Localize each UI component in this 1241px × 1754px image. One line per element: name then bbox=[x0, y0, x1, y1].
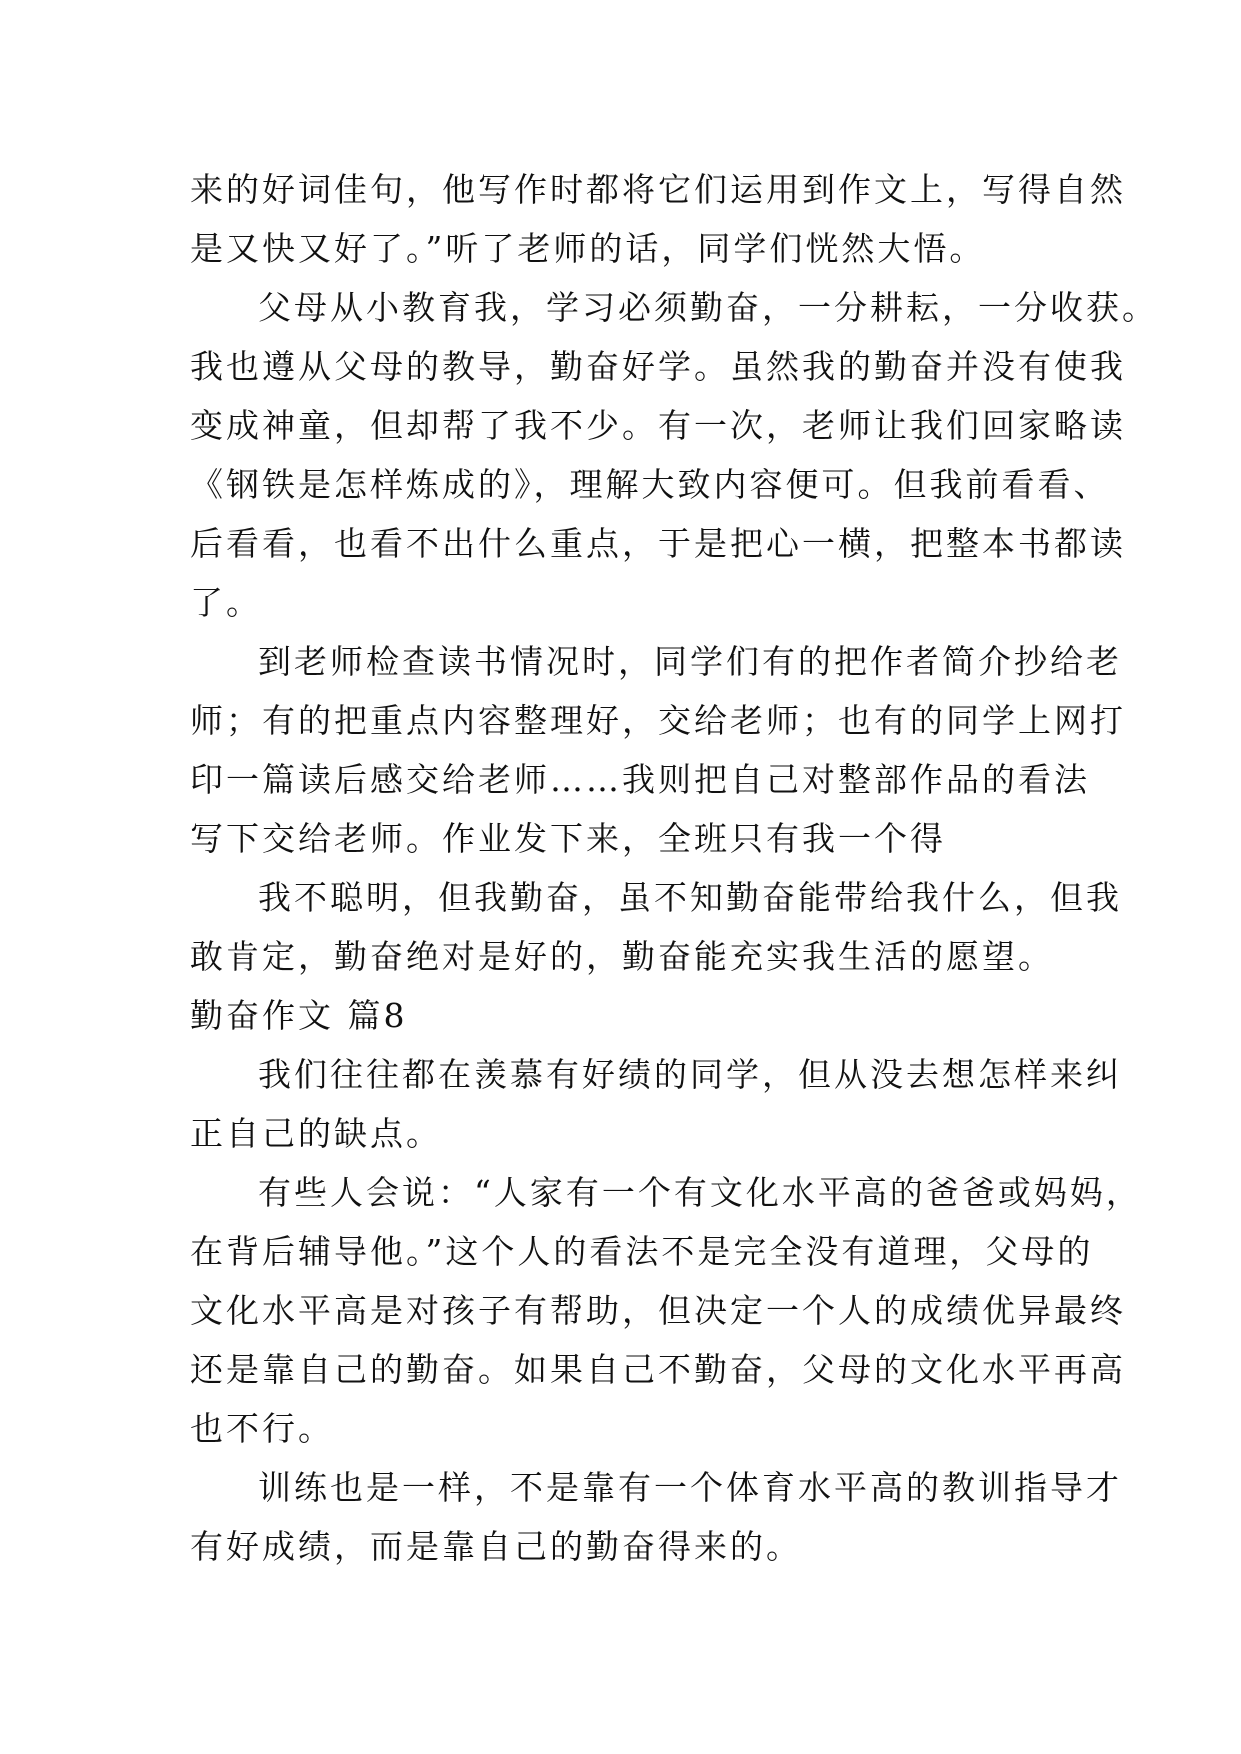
paragraph-2 bbox=[190, 278, 1158, 632]
text-line: 在背后辅导他。”这个人的看法不是完全没有道理，父母的 bbox=[190, 1232, 1094, 1271]
text-line: 来的好词佳句，他写作时都将它们运用到作文上，写得自然 bbox=[190, 170, 1126, 209]
paragraph-4 bbox=[190, 868, 1122, 986]
paragraph-5 bbox=[190, 1045, 1122, 1163]
text-line: 了。 bbox=[190, 583, 262, 622]
text-line: 是又快又好了。”听了老师的话，同学们恍然大悟。 bbox=[190, 229, 986, 268]
paragraph-3 bbox=[190, 632, 1126, 868]
text-line: 正自己的缺点。 bbox=[190, 1114, 442, 1153]
text-line: 我不聪明，但我勤奋，虽不知勤奋能带给我什么，但我 bbox=[258, 878, 1122, 917]
text-line: 有些人会说：“人家有一个有文化水平高的爸爸或妈妈， bbox=[258, 1173, 1142, 1212]
text-line: 敢肯定，勤奋绝对是好的，勤奋能充实我生活的愿望。 bbox=[190, 937, 1054, 976]
text-line: 我也遵从父母的教导，勤奋好学。虽然我的勤奋并没有使我 bbox=[190, 347, 1126, 386]
text-line: 到老师检查读书情况时，同学们有的把作者简介抄给老 bbox=[258, 642, 1122, 681]
text-line: 也不行。 bbox=[190, 1409, 334, 1448]
text-line: 训练也是一样，不是靠有一个体育水平高的教训指导才 bbox=[258, 1468, 1122, 1507]
text-line: 师；有的把重点内容整理好，交给老师；也有的同学上网打 bbox=[190, 701, 1126, 740]
text-line: 我们往往都在羡慕有好绩的同学，但从没去想怎样来纠 bbox=[258, 1055, 1122, 1094]
document-page bbox=[190, 160, 1158, 1576]
text-line: 有好成绩，而是靠自己的勤奋得来的。 bbox=[190, 1527, 802, 1566]
section-heading: 勤奋作文 篇8 bbox=[190, 996, 408, 1035]
text-line: 印一篇读后感交给老师……我则把自己对整部作品的看法 bbox=[190, 760, 1090, 799]
paragraph-6 bbox=[190, 1163, 1142, 1458]
paragraph-1 bbox=[190, 160, 1126, 278]
text-line: 变成神童，但却帮了我不少。有一次，老师让我们回家略读 bbox=[190, 406, 1126, 445]
text-line: 后看看，也看不出什么重点，于是把心一横，把整本书都读 bbox=[190, 524, 1126, 563]
text-line: 《钢铁是怎样炼成的》，理解大致内容便可。但我前看看、 bbox=[190, 465, 1110, 504]
text-line: 写下交给老师。作业发下来，全班只有我一个得 bbox=[190, 819, 946, 858]
text-line: 还是靠自己的勤奋。如果自己不勤奋，父母的文化水平再高 bbox=[190, 1350, 1126, 1389]
text-line: 文化水平高是对孩子有帮助，但决定一个人的成绩优异最终 bbox=[190, 1291, 1126, 1330]
text-line: 父母从小教育我，学习必须勤奋，一分耕耘，一分收获。 bbox=[258, 288, 1158, 327]
paragraph-7 bbox=[190, 1458, 1122, 1576]
